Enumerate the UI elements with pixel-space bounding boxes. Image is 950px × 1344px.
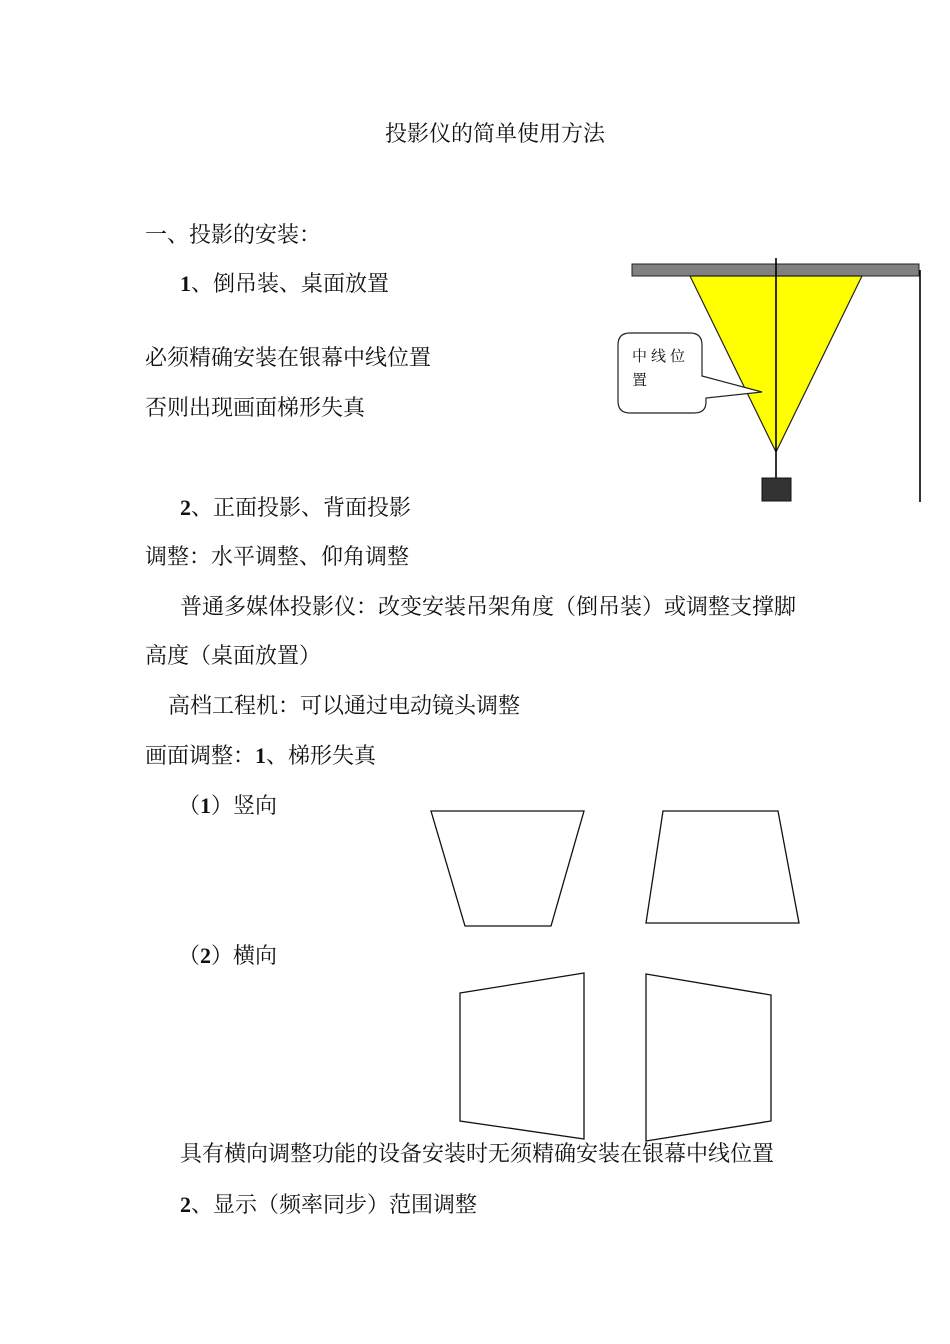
horizontal-label: （2）横向 <box>178 943 278 969</box>
common-projector-line-2: 高度（桌面放置） <box>145 644 322 669</box>
picture-adjust-line: 画面调整：1、梯形失真 <box>145 743 377 769</box>
display-range-item: 2、显示（频率同步）范围调整 <box>180 1192 478 1218</box>
item-text: 、倒吊装、桌面放置 <box>191 272 390 297</box>
note-line-1: 必须精确安装在银幕中线位置 <box>145 346 432 371</box>
trapezoid-right-tall <box>460 973 584 1139</box>
high-end-projector-line: 高档工程机：可以通过电动镜头调整 <box>168 694 521 719</box>
section-heading: 一、投影的安装： <box>145 223 322 248</box>
item-number: 2 <box>180 495 191 520</box>
page-title: 投影仪的简单使用方法 <box>384 122 605 147</box>
common-projector-line-1: 普通多媒体投影仪：改变安装吊架角度（倒吊装）或调整支撑脚 <box>180 595 797 620</box>
adjust-line: 调整：水平调整、仰角调整 <box>145 545 410 570</box>
trapezoid-left-tall <box>646 974 771 1141</box>
item-text: 、正面投影、背面投影 <box>191 496 412 521</box>
item-number: 1 <box>180 271 191 296</box>
note-line-2: 否则出现画面梯形失真 <box>145 396 366 421</box>
vertical-label: （1）竖向 <box>178 793 278 819</box>
callout-label: 中线位置 <box>632 347 690 389</box>
lateral-adjust-note: 具有横向调整功能的设备安装时无须精确安装在银幕中线位置 <box>180 1142 775 1167</box>
